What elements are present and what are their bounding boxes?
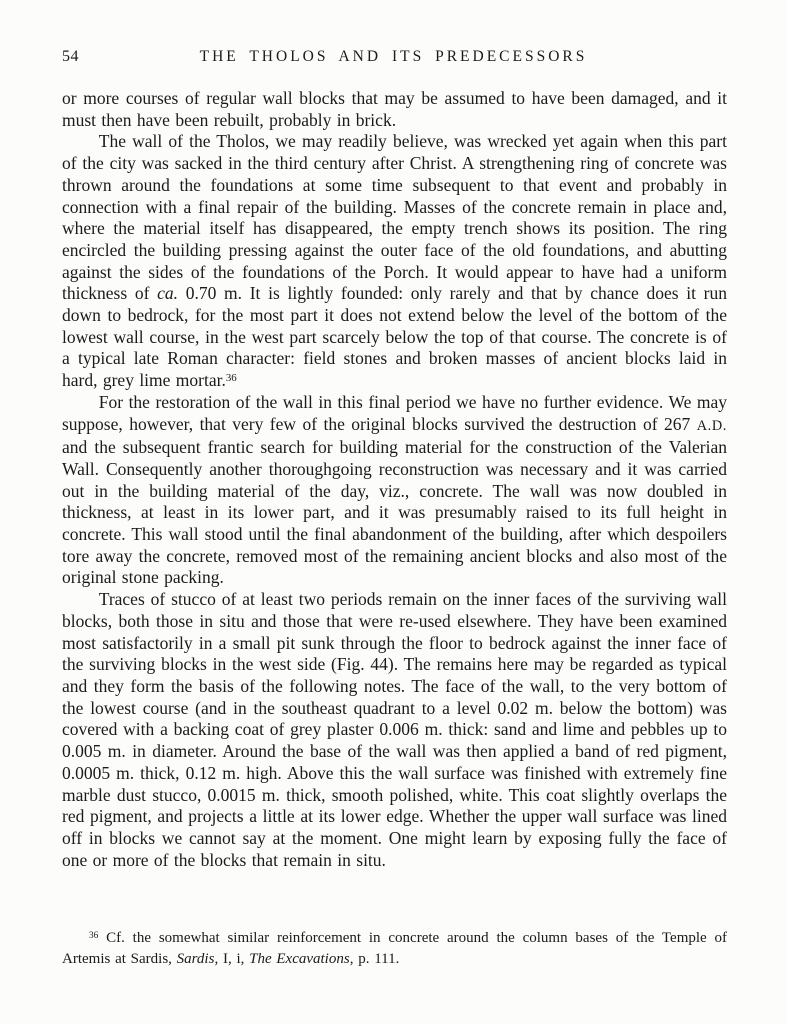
running-head [62,48,725,70]
paragraph-continuation: or more courses of regular wall blocks that may be assumed to have been damaged, and it must then have been rebuilt, probably in brick. [62,88,727,130]
paragraph-restoration: For the restoration of the wall in this final period we have no further evidence. We may suppose, however, that very few of the original blocks survived the destruction of 267 A.D. and the subsequent frantic search for building material for the construction of the Valerian Wall. Consequently another thoroughgoing reconstruction was necessary and it was carried out in the building material of the day, viz., concrete. The wall was now doubled in thickness, at least in its lower part, and it was presumably raised to its full height in concrete. This wall stood until the final abandonment of the building, after which despoilers tore away the concrete, removed most of the remaining ancient blocks and also most of the original stone packing. [62,391,727,588]
paragraph-stucco-traces: Traces of stucco of at least two periods remain on the inner faces of the surviving wall blocks, both those in situ and those that were re-used elsewhere. They have been examined most satisfactorily in a small pit sunk through the floor to bedrock against the inner face of the surviving blocks in the west side (Fig. 44). The remains here may be regarded as typical and they form the basis of the following notes. The face of the wall, to the very bottom of the lowest course (and in the southeast quadrant to a level 0.02 m. below the bottom) was covered with a backing coat of grey plaster 0.006 m. thick: sand and lime and pebbles up to 0.005 m. in diameter. Around the base of the wall was then applied a band of red pigment, 0.0005 m. thick, 0.12 m. high. Above this the wall surface was finished with extremely fine marble dust stucco, 0.0015 m. thick, smooth polished, white. This coat slightly overlaps the red pigment, and projects a little at its lower edge. Whether the upper wall surface was lined off in blocks we cannot say at the moment. One might learn by exposing fully the face of one or more of the blocks that remain in situ. [62,589,727,870]
paragraph-tholos-wall: The wall of the Tholos, we may readily believe, was wrecked yet again when this part of the city was sacked in the third century after Christ. A strengthening ring of concrete was thrown around the foundations at some time subsequent to that event and probably in connection with a final repair of the building. Masses of the concrete remain in place and, where the material itself has disappeared, the empty trench shows its position. The ring encircled the building pressing against the outer face of the old foundations, and abutting against the sides of the foundations of the Porch. It would appear to have had a uniform thickness of ca. 0.70 m. It is lightly founded: only rarely and that by chance does it run down to bedrock, for the most part it does not extend below the level of the bottom of the lowest wall course, in the west part scarcely below the top of that course. The concrete is of a typical late Roman character: field stones and broken masses of ancient blocks laid in hard, grey lime mortar.$^{36}$ [62,131,727,391]
running-title: THE THOLOS AND ITS PREDECESSORS [199,48,588,65]
body-text [62,88,727,871]
footnote-36: $^{36}$ Cf. the somewhat similar reinforcement in concrete around the column bases of the Temple of Artemis at Sardis, Sardis, I, i, The Excavations, p. 111. [62,930,727,967]
page-number: 54 [62,48,79,65]
